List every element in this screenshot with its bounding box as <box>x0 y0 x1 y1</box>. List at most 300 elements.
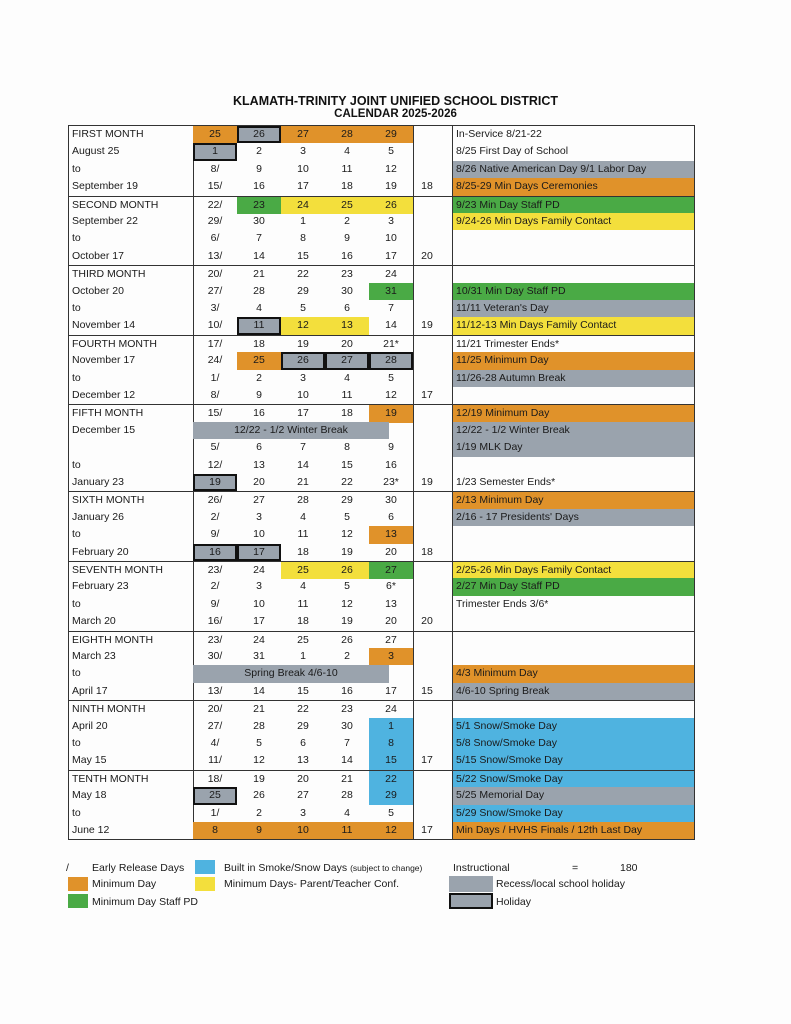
legend-instructional-total: 180 <box>620 862 638 874</box>
row-label: to <box>72 597 81 610</box>
day-cell: 14 <box>297 458 309 471</box>
day-cell: 17/ <box>207 337 223 350</box>
day-cell: 19 <box>341 615 353 628</box>
day-cell: 12/ <box>207 458 223 471</box>
day-cell: 12 <box>385 162 397 175</box>
event-note <box>453 648 694 665</box>
day-cell: 10 <box>253 597 265 610</box>
row-label: November 14 <box>72 319 136 332</box>
calendar-row <box>69 370 694 387</box>
calendar-row <box>69 196 694 214</box>
event-note: 11/21 Trimester Ends* <box>456 337 560 350</box>
day-cell: 3 <box>300 806 306 819</box>
event-note: 8/25 First Day of School <box>456 145 569 158</box>
event-note: 2/25-26 Min Days Family Contact <box>453 562 694 579</box>
calendar-row <box>69 631 694 649</box>
day-cell: 4 <box>256 302 262 314</box>
calendar-row <box>69 683 694 700</box>
legend-parent-conf: Minimum Days- Parent/Teacher Conf. <box>224 878 400 890</box>
month-total: 17 <box>421 824 433 836</box>
calendar-row <box>69 457 694 474</box>
day-cell: 20 <box>341 337 353 350</box>
event-note: In-Service 8/21-22 <box>456 128 542 140</box>
day-cell: 1 <box>369 718 413 735</box>
day-cell: 16 <box>385 458 397 471</box>
day-cell: 28 <box>253 719 265 732</box>
day-cell: 29/ <box>207 215 223 227</box>
legend-swatch-gray <box>449 876 493 892</box>
calendar-row <box>69 143 694 160</box>
event-note <box>453 544 694 561</box>
day-cell: 21 <box>341 772 353 785</box>
day-cell: 1 <box>300 215 306 227</box>
day-cell: 26/ <box>207 494 223 507</box>
day-cell: 3 <box>256 510 262 523</box>
day-cell: 24 <box>253 564 265 576</box>
calendar-row <box>69 439 694 456</box>
day-cell: 3 <box>300 371 306 384</box>
day-cell: 14 <box>341 754 353 767</box>
day-cell: 13 <box>253 458 265 471</box>
day-cell: 16 <box>341 684 353 697</box>
day-cell: 11 <box>297 597 309 610</box>
legend-swatch-yellow <box>195 877 215 891</box>
day-cell: 11 <box>297 528 309 541</box>
event-note <box>453 701 694 718</box>
day-cell: 2/ <box>210 510 220 523</box>
day-cell: 13/ <box>207 684 223 697</box>
row-label: FIRST MONTH <box>72 128 144 140</box>
row-label: August 25 <box>72 145 120 158</box>
calendar-subtitle: CALENDAR 2025-2026 <box>334 108 457 120</box>
day-cell: 21 <box>253 703 265 716</box>
day-cell: 9 <box>256 389 262 401</box>
event-note: 2/27 Min Day Staff PD <box>453 578 694 595</box>
legend-swatch-holiday <box>449 893 493 909</box>
day-cell: 3 <box>300 145 306 158</box>
day-cell: 21 <box>297 476 309 488</box>
calendar-row <box>69 491 694 509</box>
day-cell: 21 <box>253 268 265 281</box>
day-cell: 25 <box>193 126 237 143</box>
row-label: to <box>72 528 81 541</box>
day-cell: 27 <box>385 633 397 646</box>
calendar-row <box>69 300 694 317</box>
day-cell: 30 <box>385 494 397 507</box>
row-label: EIGHTH MONTH <box>72 633 154 646</box>
day-cell: 9 <box>256 162 262 175</box>
event-note <box>453 632 694 649</box>
calendar-row <box>69 718 694 735</box>
day-cell: 8 <box>344 441 350 454</box>
calendar-row <box>69 248 694 265</box>
legend-snow-note: (subject to change) <box>350 863 423 873</box>
day-cell: 4/ <box>210 737 220 749</box>
day-cell: 27 <box>297 789 309 802</box>
event-note: 5/29 Snow/Smoke Day <box>453 805 694 822</box>
day-cell: 20 <box>385 545 397 558</box>
day-cell: 14 <box>253 684 265 697</box>
event-note: 10/31 Min Day Staff PD <box>453 283 694 300</box>
day-cell: 9 <box>388 441 394 454</box>
day-cell: 15 <box>369 752 413 769</box>
day-cell: 7 <box>388 302 394 314</box>
day-cell: 4 <box>344 371 350 384</box>
day-cell: 11 <box>237 317 281 334</box>
day-cell: 25 <box>281 562 325 579</box>
day-cell: 27 <box>369 562 413 579</box>
row-label: to <box>72 371 81 384</box>
event-note: 1/19 MLK Day <box>453 439 694 456</box>
row-label: October 20 <box>72 284 124 297</box>
calendar-row <box>69 404 694 422</box>
day-cell: 4 <box>300 510 306 523</box>
day-cell: 7 <box>344 737 350 749</box>
day-cell: 29 <box>341 494 353 507</box>
day-cell: 28 <box>325 126 369 143</box>
day-cell: 10 <box>297 389 309 401</box>
day-cell: 1 <box>300 650 306 662</box>
day-cell: 29 <box>369 126 413 143</box>
row-label: January 23 <box>72 476 124 488</box>
calendar-row <box>69 317 694 334</box>
day-cell: 9 <box>344 232 350 245</box>
day-cell: 27/ <box>207 719 223 732</box>
event-note: 8/25-29 Min Days Ceremonies <box>453 178 694 195</box>
event-note: 9/23 Min Day Staff PD <box>453 197 694 214</box>
calendar-row <box>69 596 694 613</box>
day-cell: 23/ <box>207 564 223 576</box>
day-cell: 17 <box>297 407 309 420</box>
legend-early-release-mark: / <box>66 862 69 874</box>
legend-staff-pd: Minimum Day Staff PD <box>92 896 198 908</box>
day-cell: 2 <box>344 215 350 227</box>
row-label: FOURTH MONTH <box>72 337 157 350</box>
day-cell: 18 <box>297 615 309 628</box>
calendar-row <box>69 230 694 247</box>
day-cell: 19 <box>253 772 265 785</box>
day-cell: 9 <box>237 822 281 839</box>
row-label: SIXTH MONTH <box>72 494 145 507</box>
row-label: March 20 <box>72 615 116 628</box>
event-note: 5/1 Snow/Smoke Day <box>453 718 694 735</box>
day-cell: 5 <box>256 737 262 749</box>
day-cell: 24 <box>253 633 265 646</box>
calendar-row <box>69 161 694 178</box>
event-note <box>453 230 694 247</box>
day-cell: 12 <box>369 822 413 839</box>
event-note: 11/12-13 Min Days Family Contact <box>453 317 694 334</box>
row-label: to <box>72 302 81 314</box>
day-cell: 30 <box>341 284 353 297</box>
day-cell: 27 <box>253 494 265 507</box>
row-label: February 23 <box>72 580 129 593</box>
day-cell: 30 <box>341 719 353 732</box>
month-total: 15 <box>421 684 433 697</box>
event-note: 9/24-26 Min Days Family Contact <box>453 213 694 230</box>
day-cell: 20 <box>385 615 397 628</box>
day-cell: 5 <box>300 302 306 314</box>
day-cell: 7 <box>300 441 306 454</box>
month-total: 19 <box>421 319 433 332</box>
row-label: to <box>72 667 81 680</box>
row-label: SEVENTH MONTH <box>72 564 164 576</box>
day-cell: 19 <box>385 180 397 193</box>
day-cell: 9/ <box>210 528 220 541</box>
month-total: 18 <box>421 545 433 558</box>
day-cell: 2 <box>344 650 350 662</box>
day-cell: 13/ <box>207 249 223 262</box>
day-cell: 23 <box>341 703 353 716</box>
month-total: 17 <box>421 754 433 767</box>
calendar-row <box>69 335 694 353</box>
day-cell: 18 <box>341 180 353 193</box>
day-cell: 26 <box>341 633 353 646</box>
calendar-row <box>69 700 694 718</box>
day-cell: 1/ <box>210 371 220 384</box>
event-note: 2/16 - 17 Presidents' Days <box>453 509 694 526</box>
row-label: April 17 <box>72 684 108 697</box>
day-cell: 3/ <box>210 302 220 314</box>
event-note: 1/23 Semester Ends* <box>456 476 556 488</box>
day-cell: 31 <box>253 650 265 662</box>
month-total: 19 <box>421 476 433 488</box>
day-cell: 20 <box>297 772 309 785</box>
event-note <box>453 457 694 474</box>
event-note: Min Days / HVHS Finals / 12th Last Day <box>453 822 694 839</box>
day-cell: 20/ <box>207 268 223 281</box>
day-cell: 16/ <box>207 615 223 628</box>
event-note: 12/19 Minimum Day <box>453 405 694 422</box>
day-cell: 2 <box>256 145 262 158</box>
legend-holiday: Holiday <box>496 896 532 908</box>
day-cell: 25 <box>237 352 281 369</box>
day-cell: 25 <box>325 197 369 214</box>
event-note: 11/26-28 Autumn Break <box>453 370 694 387</box>
legend-equals: = <box>572 862 579 874</box>
day-cell: 2 <box>256 806 262 819</box>
day-cell: 9/ <box>210 597 220 610</box>
day-cell: 11/ <box>208 754 222 767</box>
day-cell: 5 <box>388 806 394 819</box>
day-cell: 29 <box>297 284 309 297</box>
row-label: October 17 <box>72 249 124 262</box>
day-cell: 19 <box>297 337 309 350</box>
day-cell: 16 <box>253 407 265 420</box>
calendar-row <box>69 735 694 752</box>
event-note <box>453 526 694 543</box>
day-cell: 16 <box>253 180 265 193</box>
calendar-row <box>69 561 694 579</box>
day-cell: 17 <box>237 544 281 561</box>
day-cell: 12 <box>253 754 265 767</box>
calendar-row <box>69 578 694 595</box>
month-total: 20 <box>421 249 433 262</box>
day-cell: 28 <box>369 352 413 369</box>
day-cell: 4 <box>344 145 350 158</box>
row-label: TENTH MONTH <box>72 772 149 785</box>
event-note: 8/26 Native American Day 9/1 Labor Day <box>453 161 694 178</box>
event-note: 5/25 Memorial Day <box>453 787 694 804</box>
row-label: to <box>72 458 81 471</box>
day-cell: 8/ <box>210 162 220 175</box>
calendar-row <box>69 805 694 822</box>
day-cell: 6 <box>256 441 262 454</box>
day-cell: 1/ <box>210 806 220 819</box>
day-cell: 13 <box>297 754 309 767</box>
day-cell: 24 <box>385 268 397 281</box>
row-label: September 19 <box>72 180 138 193</box>
day-cell: 3 <box>256 580 262 593</box>
calendar-row <box>69 126 694 143</box>
legend-recess: Recess/local school holiday <box>496 878 625 890</box>
calendar-row <box>69 752 694 769</box>
event-note: 5/22 Snow/Smoke Day <box>453 771 694 788</box>
day-cell: 20/ <box>207 703 223 716</box>
calendar-row <box>69 352 694 369</box>
day-cell: 26 <box>253 789 265 802</box>
day-cell: 30/ <box>207 650 223 662</box>
day-cell: 14 <box>385 319 397 332</box>
day-cell: 27 <box>281 126 325 143</box>
calendar-row <box>69 822 694 839</box>
row-label: December 15 <box>72 423 136 436</box>
day-cell: 17 <box>385 249 397 262</box>
row-label: to <box>72 737 81 749</box>
legend-early-release: Early Release Days <box>92 862 185 874</box>
day-cell: 23* <box>383 476 399 488</box>
day-cell: 26 <box>281 352 325 369</box>
day-cell: 17 <box>253 615 265 628</box>
event-note <box>453 248 694 265</box>
day-cell: 19 <box>369 405 413 422</box>
event-note <box>453 387 694 404</box>
day-cell: 22 <box>297 703 309 716</box>
day-cell: 8 <box>300 232 306 245</box>
calendar-row <box>69 474 694 491</box>
day-cell: 4 <box>300 580 306 593</box>
legend-swatch-blue <box>195 860 215 874</box>
row-label: May 18 <box>72 789 107 802</box>
day-cell: 25 <box>193 787 237 804</box>
day-cell: 8 <box>193 822 237 839</box>
calendar-row <box>69 787 694 804</box>
row-label: NINTH MONTH <box>72 703 146 716</box>
day-cell: 28 <box>253 284 265 297</box>
day-cell: 6/ <box>210 232 220 245</box>
day-cell: 5/ <box>210 441 220 454</box>
event-note <box>453 266 694 283</box>
event-note <box>453 613 694 630</box>
day-cell: 18/ <box>207 772 223 785</box>
row-label: SECOND MONTH <box>72 198 159 211</box>
calendar-row <box>69 526 694 543</box>
day-cell: 25 <box>297 633 309 646</box>
row-label: March 23 <box>72 650 116 662</box>
day-cell: 3 <box>388 215 394 227</box>
day-cell: 3 <box>369 648 413 665</box>
day-cell: 28 <box>297 494 309 507</box>
row-label: FIFTH MONTH <box>72 407 144 420</box>
day-cell: 23/ <box>207 633 223 646</box>
day-cell: 27/ <box>207 284 223 297</box>
event-note: 5/15 Snow/Smoke Day <box>453 752 694 769</box>
day-cell: 16 <box>193 544 237 561</box>
legend-snow-days-label: Built in Smoke/Snow Days <box>224 862 348 874</box>
day-cell: 18 <box>253 337 265 350</box>
row-label: to <box>72 162 81 175</box>
day-cell: 17 <box>297 180 309 193</box>
calendar-row <box>69 770 694 788</box>
legend-swatch-green <box>68 894 88 908</box>
day-cell: 22 <box>369 771 413 788</box>
day-cell: 29 <box>297 719 309 732</box>
event-note: 4/3 Minimum Day <box>453 665 694 682</box>
day-cell: 10 <box>297 162 309 175</box>
event-note: 11/11 Veteran's Day <box>453 300 694 317</box>
day-cell: 5 <box>388 371 394 384</box>
day-cell: 10 <box>385 232 397 245</box>
event-note: 2/13 Minimum Day <box>453 492 694 509</box>
calendar-row <box>69 544 694 561</box>
day-cell: 27 <box>325 352 369 369</box>
day-cell: 18 <box>297 545 309 558</box>
day-cell: 1 <box>193 143 237 160</box>
calendar-row <box>69 665 694 682</box>
event-note: 4/6-10 Spring Break <box>453 683 694 700</box>
day-cell: 26 <box>237 126 281 143</box>
calendar-row <box>69 422 694 439</box>
day-cell: 10 <box>281 822 325 839</box>
day-cell: 10 <box>253 528 265 541</box>
day-cell: 15/ <box>207 407 223 420</box>
legend-minimum-day: Minimum Day <box>92 878 157 890</box>
day-cell: 16 <box>341 249 353 262</box>
day-cell: 6* <box>386 580 396 593</box>
row-label: May 15 <box>72 754 107 767</box>
day-cell: 11 <box>341 389 353 401</box>
legend-instructional: Instructional <box>453 862 510 874</box>
event-note: 5/8 Snow/Smoke Day <box>453 735 694 752</box>
day-cell: 2/ <box>210 580 220 593</box>
day-cell: 15 <box>341 458 353 471</box>
day-cell: 10/ <box>207 319 223 332</box>
day-cell: 26 <box>369 197 413 214</box>
calendar-table <box>68 125 695 840</box>
day-cell: 11 <box>325 822 369 839</box>
calendar-row <box>69 213 694 230</box>
day-cell: 31 <box>369 283 413 300</box>
row-label: December 12 <box>72 389 136 401</box>
day-cell: 5 <box>344 510 350 523</box>
day-cell: 22 <box>297 268 309 281</box>
day-cell: 29 <box>369 787 413 804</box>
row-label: September 22 <box>72 215 138 227</box>
calendar-row <box>69 265 694 283</box>
day-cell: 23 <box>341 268 353 281</box>
day-cell: 5 <box>388 145 394 158</box>
row-label: to <box>72 232 81 245</box>
day-cell: 6 <box>344 302 350 314</box>
day-cell: 6 <box>388 510 394 523</box>
day-cell: 8 <box>369 735 413 752</box>
calendar-row <box>69 283 694 300</box>
row-label: June 12 <box>72 824 110 836</box>
day-cell: 28 <box>341 789 353 802</box>
day-cell: 19 <box>341 545 353 558</box>
day-cell: 18 <box>341 407 353 420</box>
day-cell: 24 <box>385 703 397 716</box>
